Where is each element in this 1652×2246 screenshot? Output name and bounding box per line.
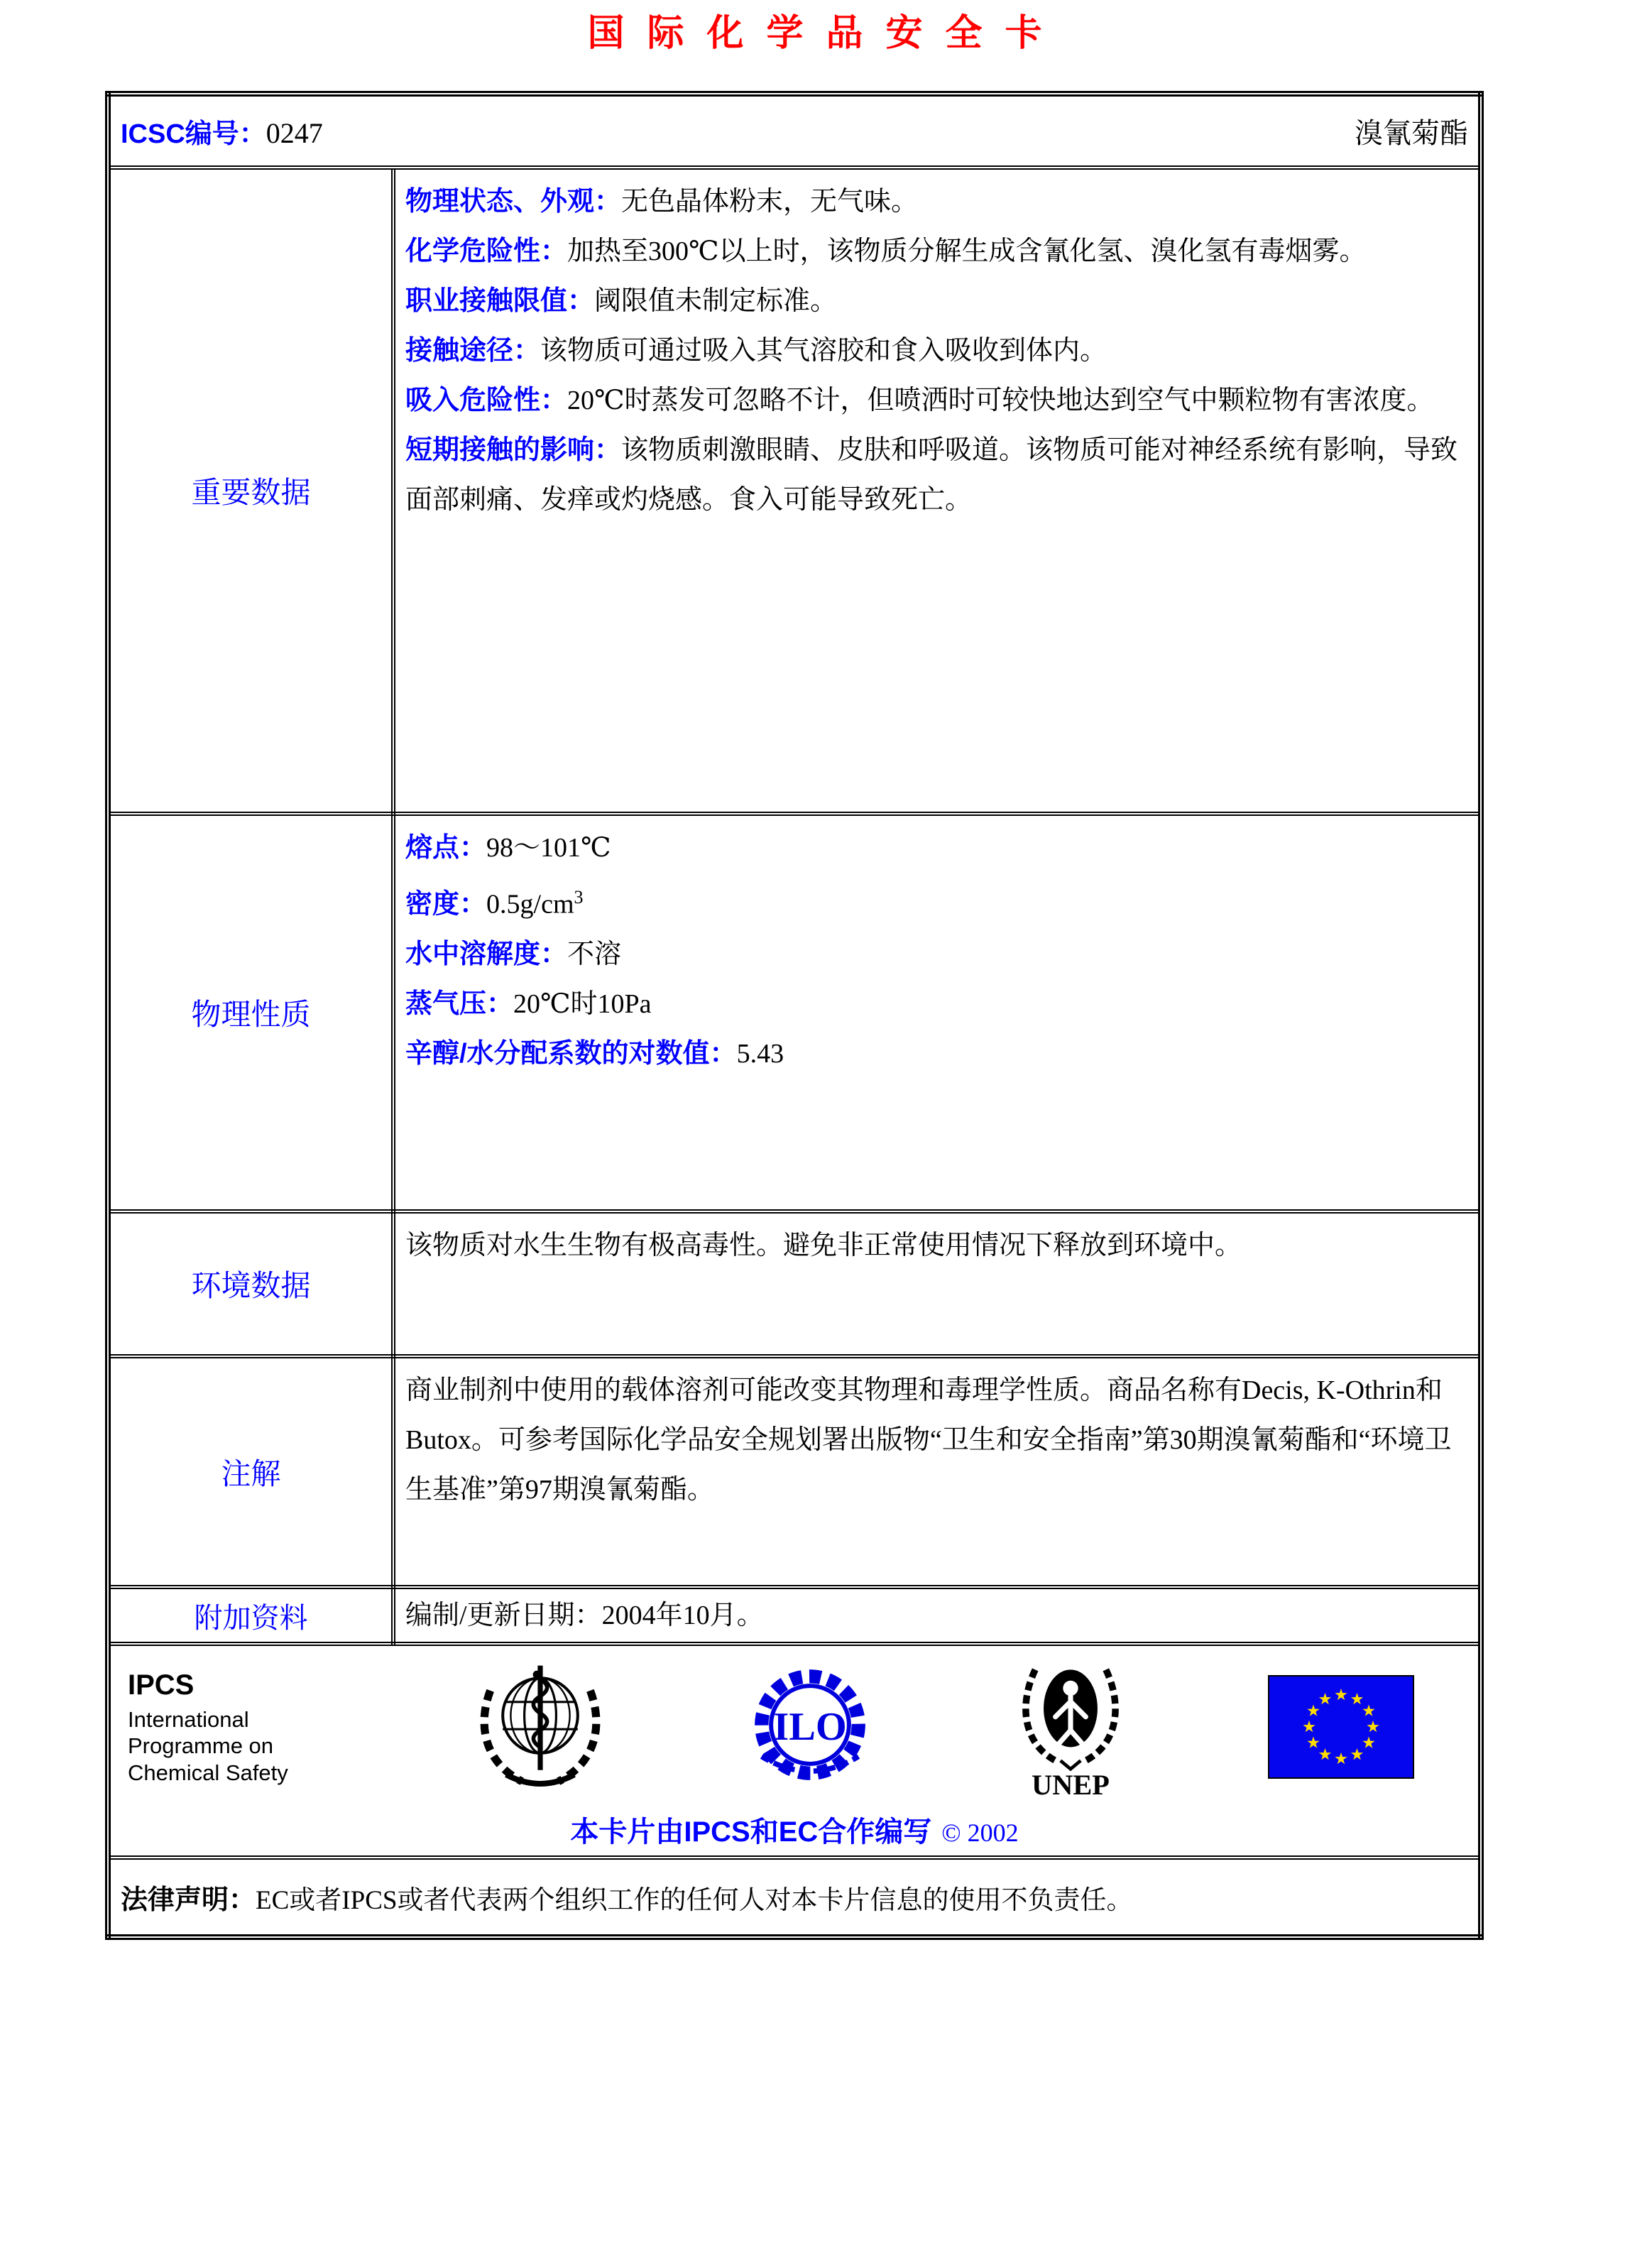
row-label-environmental-data: 环境数据 [108, 1211, 393, 1356]
important-data-item [405, 177, 1465, 227]
item-label: 水中溶解度： [405, 939, 568, 969]
item-label: 接触途径： [405, 336, 541, 366]
important-data-item [405, 227, 1465, 276]
caption-text: 本卡片由IPCS和EC合作编写 [570, 1816, 932, 1848]
physical-properties-content [393, 814, 1481, 1211]
physical-property-item [405, 873, 1465, 930]
ipcs-text-block [128, 1668, 334, 1786]
chemical-name: 溴氰菊酯 [1355, 117, 1468, 149]
unep-logo-icon [1012, 1656, 1129, 1798]
additional-info-content [393, 1587, 1481, 1644]
icsc-number-value: 0247 [266, 117, 323, 149]
eu-flag-icon [1268, 1675, 1414, 1779]
item-label: 蒸气压： [405, 988, 514, 1019]
item-text: 无色晶体粉末，无气味。 [621, 187, 919, 217]
logos-row [108, 1644, 1481, 1858]
notes-content [393, 1356, 1481, 1587]
environmental-data-text: 该物质对水生生物有极高毒性。避免非正常使用情况下释放到环境中。 [405, 1231, 1242, 1260]
row-label-additional-info: 附加资料 [108, 1587, 393, 1644]
icsc-card-table [105, 91, 1484, 1940]
physical-properties-row [108, 814, 1481, 1211]
item-text: 加热至300℃以上时，该物质分解生成含氰化氢、溴化氢有毒烟雾。 [567, 236, 1367, 266]
important-data-item [405, 276, 1465, 326]
important-data-item [405, 326, 1465, 376]
environmental-data-content [393, 1211, 1481, 1356]
item-text: 阈限值未制定标准。 [594, 286, 838, 316]
copyright-text: © 2002 [941, 1819, 1019, 1847]
legal-notice [108, 1858, 1481, 1937]
ipcs-acronym: IPCS [128, 1669, 195, 1701]
item-text: 20℃时蒸发可忽略不计，但喷洒时可较快地达到空气中颗粒物有害浓度。 [567, 386, 1434, 415]
item-superscript: 3 [574, 887, 584, 907]
item-label: 吸入危险性： [405, 386, 568, 415]
item-text: 5.43 [736, 1038, 784, 1069]
ipcs-line2: Programme on [128, 1733, 274, 1759]
ipcs-line1: International [128, 1707, 249, 1733]
important-data-item [405, 376, 1465, 425]
who-logo-icon [472, 1659, 608, 1795]
organization-logos [125, 1656, 1464, 1798]
ipcs-line3: Chemical Safety [128, 1760, 288, 1785]
header-row [108, 94, 1481, 168]
row-label-important-data: 重要数据 [108, 168, 393, 814]
item-label: 物理状态、外观： [405, 187, 622, 217]
update-date-value: 2004年10月。 [601, 1601, 764, 1630]
physical-property-item [405, 1029, 1465, 1079]
ilo-logo-icon [747, 1664, 873, 1790]
item-label: 化学危险性： [405, 236, 568, 266]
legal-text: EC或者IPCS或者代表两个组织工作的任何人对本卡片信息的使用不负责任。 [256, 1886, 1133, 1915]
icsc-number-label: ICSC编号： [121, 119, 266, 149]
row-label-physical-properties: 物理性质 [108, 814, 393, 1211]
item-text: 98～101℃ [486, 833, 611, 863]
item-label: 密度： [405, 889, 487, 920]
physical-property-item [405, 979, 1465, 1029]
item-label: 职业接触限值： [405, 286, 595, 316]
important-data-content [393, 168, 1481, 814]
important-data-item [405, 425, 1465, 525]
physical-property-item [405, 823, 1465, 873]
additional-info-line [405, 1591, 1465, 1640]
item-label: 短期接触的影响： [405, 435, 622, 465]
unep-letters: UNEP [1032, 1768, 1110, 1798]
item-text: 0.5g/cm [486, 889, 574, 920]
item-label: 熔点： [405, 833, 487, 863]
item-text: 该物质刺激眼睛、皮肤和呼吸道。该物质可能对神经系统有影响，导致面部刺痛、发痒或灼烧感。食入可能导致死亡。 [405, 435, 1458, 515]
row-label-notes: 注解 [108, 1356, 393, 1587]
notes-text: 商业制剂中使用的载体溶剂可能改变其物理和毒理学性质。商品名称有Decis, K-Othrin和Butox。可参考国际化学品安全规划署出版物“卫生和安全指南”第30期溴氰菊酯和“环境卫生基准”第97期溴氰菊酯。 [405, 1375, 1452, 1505]
page-title: 国际化学品安全卡 [587, 13, 1065, 54]
physical-property-item [405, 930, 1465, 979]
legal-label: 法律声明： [121, 1885, 256, 1915]
item-text: 20℃时10Pa [513, 988, 652, 1019]
important-data-row [108, 168, 1481, 814]
ilo-letters: ILO [773, 1704, 847, 1749]
legal-row [108, 1858, 1481, 1937]
item-text: 不溶 [567, 939, 622, 969]
icsc-number [121, 111, 323, 151]
update-date-label: 编制/更新日期： [405, 1601, 602, 1630]
cooperation-caption [125, 1809, 1464, 1850]
item-label: 辛醇/水分配系数的对数值： [405, 1038, 737, 1069]
item-text: 该物质可通过吸入其气溶胶和食入吸收到体内。 [540, 336, 1107, 366]
additional-info-row [108, 1587, 1481, 1644]
environmental-data-row [108, 1211, 1481, 1356]
notes-row [108, 1356, 1481, 1587]
